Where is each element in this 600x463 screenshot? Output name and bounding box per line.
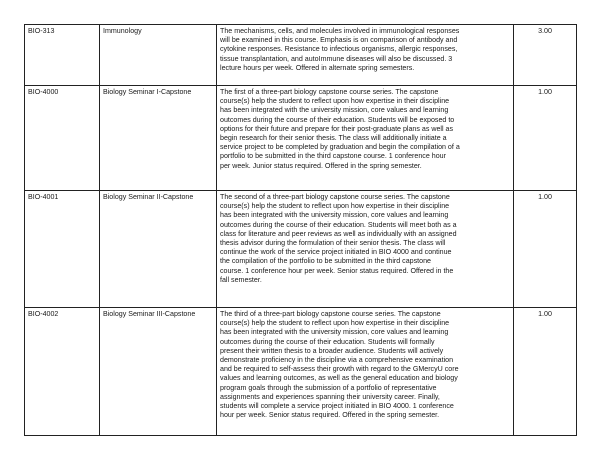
course-credits: 1.00 bbox=[514, 308, 577, 436]
course-description: The mechanisms, cells, and molecules involved in immunological responses will be examined in this course. Emphasis is on comparison of antibody and cytokine responses. Resistance to infectious organisms, allergic responses, tissue transplantation, and autoImmune diseases will also be discussed. 3 lecture hours per week. Offered in alternate spring semesters. bbox=[217, 25, 514, 86]
course-title: Immunology bbox=[100, 25, 217, 86]
course-code: BIO-313 bbox=[25, 25, 100, 86]
course-credits: 1.00 bbox=[514, 86, 577, 191]
table-row bbox=[25, 86, 577, 191]
course-description: The second of a three-part biology capstone course series. The capstone course(s) help the student to reflect upon how expertise in their discipline has been integrated with the university mission, core values and learning outcomes during the course of their education. Students will meet both as a class for literature and peer reviews as well as individually with an assigned thesis advisor during the formulation of their senior thesis. The class will continue the work of the service project initiated in BIO 4000 and continue the compilation of the portfolio to be submitted in the third capstone course. 1 conference hour per week. Senior status required. Offered in the fall semester. bbox=[217, 191, 514, 308]
course-title: Biology Seminar III-Capstone bbox=[100, 308, 217, 436]
course-credits: 3.00 bbox=[514, 25, 577, 86]
table-row bbox=[25, 308, 577, 436]
course-table bbox=[24, 24, 577, 436]
course-title: Biology Seminar I-Capstone bbox=[100, 86, 217, 191]
course-credits: 1.00 bbox=[514, 191, 577, 308]
table-row bbox=[25, 25, 577, 86]
course-title: Biology Seminar II-Capstone bbox=[100, 191, 217, 308]
course-code: BIO-4001 bbox=[25, 191, 100, 308]
table-row bbox=[25, 191, 577, 308]
course-code: BIO-4000 bbox=[25, 86, 100, 191]
course-description: The first of a three-part biology capstone course series. The capstone course(s) help the student to reflect upon how expertise in their discipline has been integrated with the university mission, core values and learning outcomes during the course of their education. Students will be exposed to options for their future and prepare for their post-graduate plans as well as begin research for their senior thesis. The class will additionally initiate a service project to be completed by graduation and begin the compilation of a portfolio to be submitted in the third capstone course. 1 conference hour per week. Junior status required. Offered in the spring semester. bbox=[217, 86, 514, 191]
course-description: The third of a three-part biology capstone course series. The capstone course(s) help the student to reflect upon how expertise in their discipline has been integrated with the university mission, core values and learning outcomes during the course of their education. Students will formally present their written thesis to a broader audience. Students will actively demonstrate proficiency in the discipline via a comprehensive examination and be required to self-assess their growth with regard to the GMercyU core values and learning outcomes, as well as the general education and biology program goals through the submission of a portfolio of representative assignments and experiences spanning their university career. Finally, students will complete a service project initiated in BIO 4000. 1 conference hour per week. Senior status required. Offered in the spring semester. bbox=[217, 308, 514, 436]
course-code: BIO-4002 bbox=[25, 308, 100, 436]
